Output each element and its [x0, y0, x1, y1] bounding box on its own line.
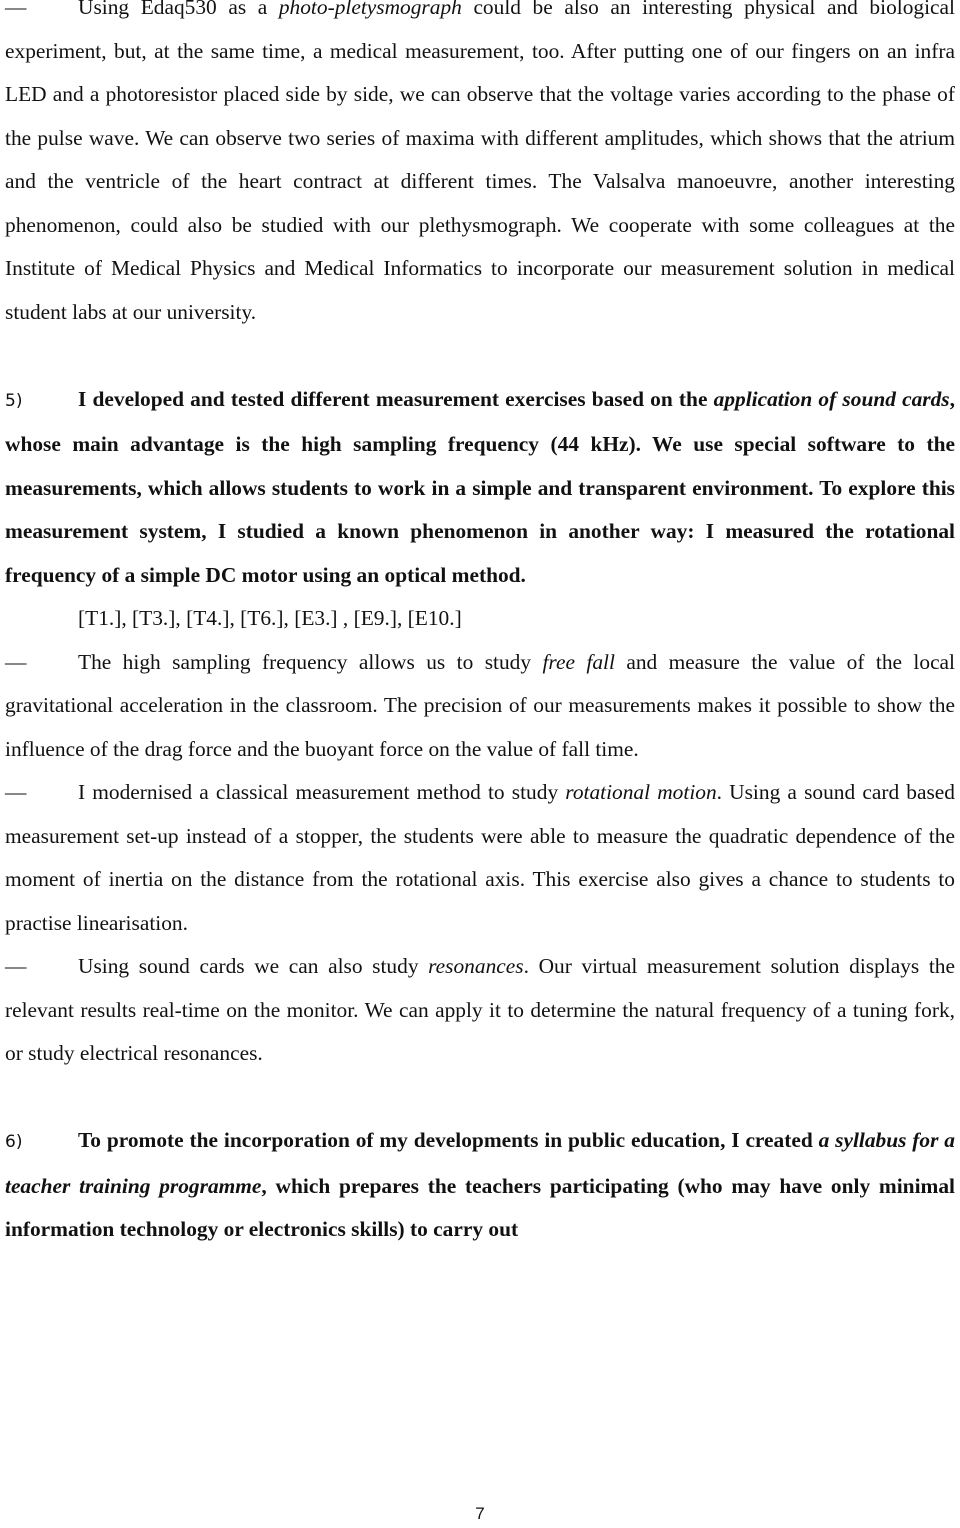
paragraph-item-6 — [5, 1119, 955, 1252]
em-dash-bullet: — — [5, 954, 27, 978]
paragraph-text: Using sound cards we can also study — [78, 954, 429, 978]
document-page — [5, 0, 955, 1252]
paragraph-item-5 — [5, 378, 955, 598]
paragraph-text: and measure the value of the local gravitational acceleration in the classroom. The precision of our measurements makes it possible to show the influence of the drag force and the buoyant force on the value of fall time. — [5, 649, 955, 761]
paragraph-resonances — [5, 945, 955, 1076]
paragraph-plethysmograph — [5, 0, 955, 334]
paragraph-rotational-motion — [5, 771, 955, 945]
paragraph-spacer — [5, 334, 955, 378]
paragraph-text: could be also an interesting physical and biological experiment, but, at the same time, a medical measurement, too. After putting one of our fingers on an infra LED and a photoresistor placed side by side, we can observe that the voltage varies according to the phase of the pulse wave. We can observe two series of maxima with different amplitudes, which shows that the atrium and the ventricle of the heart contract at different times. The Valsalva manoeuvre, another interesting phenomenon, could also be studied with our plethysmograph. We cooperate with some colleagues at the Institute of Medical Physics and Medical Informatics to incorporate our measurement solution in medical student labs at our university. — [5, 0, 955, 324]
paragraph-text: To promote the incorporation of my developments in public education, I created — [78, 1128, 819, 1152]
page-number: 7 — [475, 1504, 485, 1523]
reference-list: [T1.], [T3.], [T4.], [T6.], [E3.] , [E9.], [E10.] — [78, 606, 462, 630]
em-dash-bullet: — — [5, 0, 27, 19]
paragraph-free-fall — [5, 641, 955, 772]
paragraph-text: The high sampling frequency allows us to study — [78, 649, 543, 674]
paragraph-text: , whose main advantage is the high sampling frequency (44 kHz). We use special software to the measurements, which allows students to work in a simple and transparent environment. To explore this measurement system, I studied a known phenomenon in another way: I measured the rotational frequency of a simple DC motor using an optical method. — [5, 386, 955, 587]
paragraph-text: . Our virtual measurement solution displays the relevant results real-time on the monitor. We can apply it to determine the natural frequency of a tuning fork, or study electrical resonances. — [5, 954, 955, 1065]
paragraph-text: I modernised a classical measurement method to study — [78, 780, 566, 804]
paragraph-text: I developed and tested different measurement exercises based on the — [78, 386, 714, 411]
item-number: 6) — [5, 1132, 23, 1152]
emphasis-text: a syllabus for a teacher training programme — [5, 1128, 955, 1198]
paragraph-text: , which prepares the teachers participating (who may have only minimal information technology or electronics skills) to carry out — [5, 1173, 955, 1241]
em-dash-bullet: — — [5, 649, 27, 674]
paragraph-text: . Using a sound card based measurement set-up instead of a stopper, the students were able to measure the quadratic dependence of the moment of inertia on the distance from the rotational axis. This exercise also gives a chance to students to practise linearisation. — [5, 780, 955, 935]
item-number: 5) — [5, 390, 23, 411]
emphasis-text: free fall — [542, 649, 615, 674]
emphasis-text: resonances — [428, 954, 524, 978]
emphasis-text: application of sound cards — [713, 386, 950, 411]
paragraph-spacer — [5, 1076, 955, 1120]
paragraph-text: Using Edaq530 as a — [78, 0, 279, 19]
em-dash-bullet: — — [5, 780, 27, 804]
emphasis-text: photo-pletysmograph — [278, 0, 462, 19]
emphasis-text: rotational motion — [565, 780, 717, 804]
